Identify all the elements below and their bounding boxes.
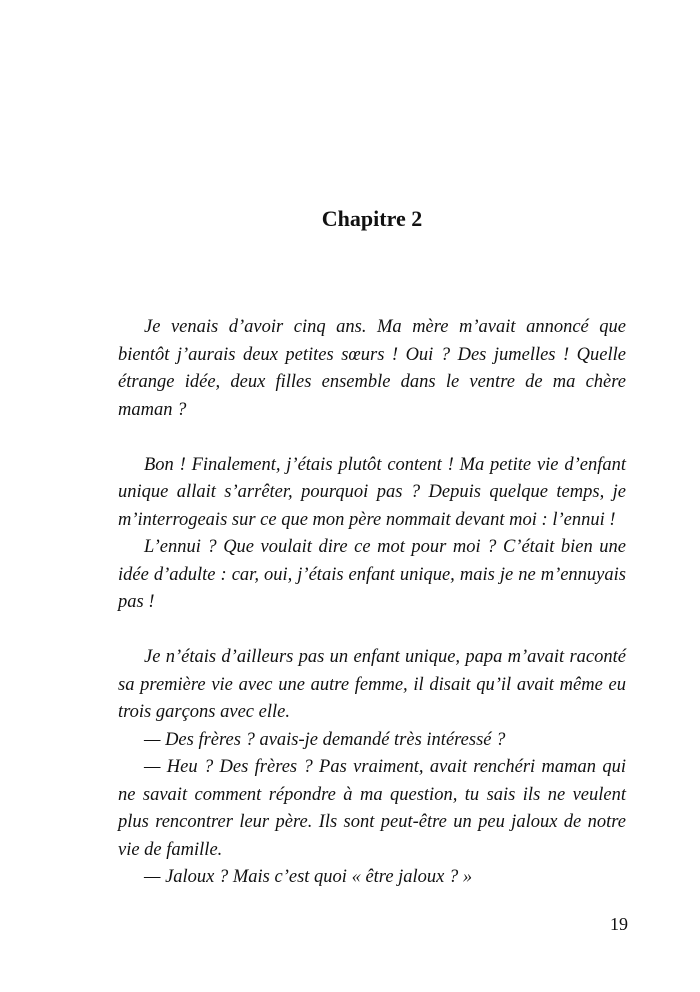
dialogue-line: — Heu ? Des frères ? Pas vraiment, avait renchéri maman qui ne savait comment répondre à ma question, tu sais ils ne veulent plus rencontrer leur père. Ils sont peut-être un peu jaloux de notre vie de famille.	[118, 757, 626, 860]
chapter-title: Chapitre 2	[321, 206, 423, 231]
paragraph: Je venais d’avoir cinq ans. Ma mère m’avait annoncé que bientôt j’aurais deux petites sœurs ! Oui ? Des jumelles ! Quelle étrange idée, deux filles ensemble dans le ventre de ma chère maman ?	[118, 317, 626, 420]
dialogue-line: — Jaloux ? Mais c’est quoi « être jaloux ? »	[144, 867, 473, 887]
dialogue-line: — Des frères ? avais-je demandé très intéressé ?	[144, 729, 506, 750]
paragraph: Je n’étais d’ailleurs pas un enfant unique, papa m’avait raconté sa première vie avec une autre femme, il disait qu’il avait même eu trois garçons avec elle.	[118, 647, 626, 722]
chapter-body	[118, 314, 626, 892]
paragraph: L’ennui ? Que voulait dire ce mot pour moi ? C’était bien une idée d’adulte : car, oui, j’étais enfant unique, mais je ne m’ennuyais pas !	[118, 537, 626, 612]
page-number: 19	[610, 914, 628, 934]
paragraph: Bon ! Finalement, j’étais plutôt content ! Ma petite vie d’enfant unique allait s’arrêter, pourquoi pas ? Depuis quelque temps, je m’interrogeais sur ce que mon père nommait devant moi : l’ennui !	[118, 454, 626, 530]
